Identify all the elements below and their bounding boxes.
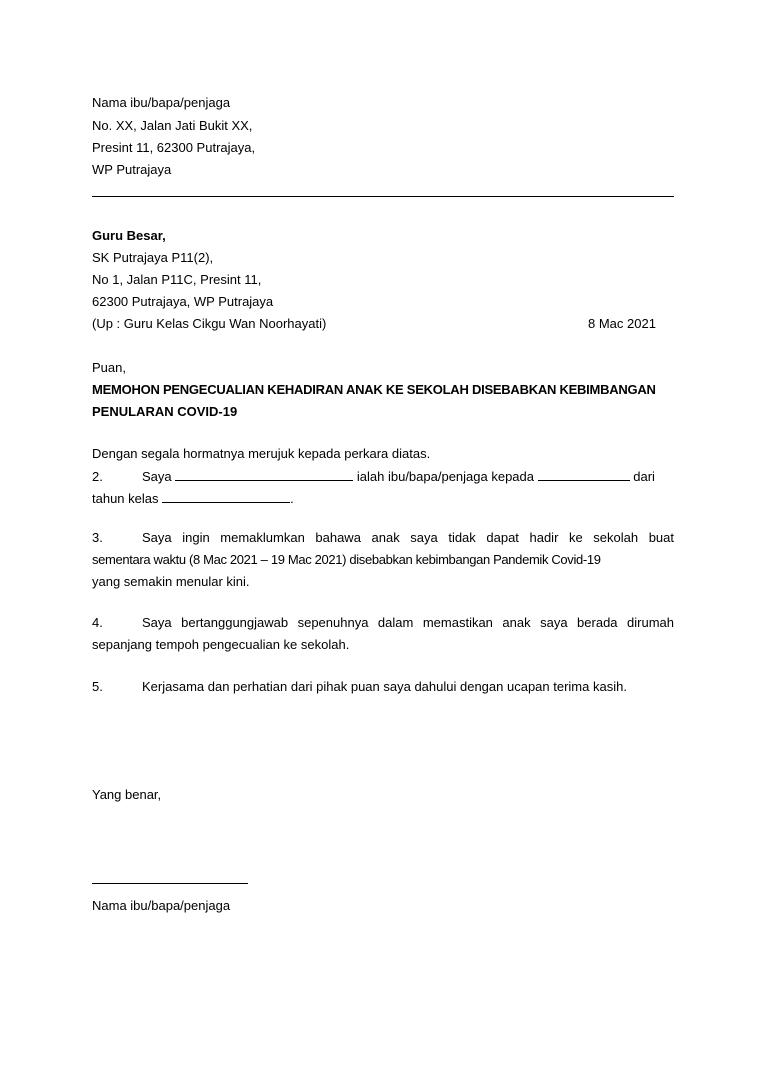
class-blank[interactable]: [162, 490, 290, 503]
paragraph-2-text-b: ialah ibu/bapa/penjaga kepada: [356, 469, 534, 484]
paragraph-4-line-1-text: Saya bertanggungjawab sepenuhnya dalam memastikan anak saya berada dirumah: [142, 615, 674, 630]
recipient-address-2: 62300 Putrajaya, WP Putrajaya: [92, 294, 274, 309]
recipient-school: SK Putrajaya P11(2),: [92, 250, 214, 265]
paragraph-5-number: 5.: [92, 679, 103, 694]
recipient-title: Guru Besar,: [92, 228, 166, 243]
child-name-blank[interactable]: [538, 468, 630, 481]
subject-line-2: PENULARAN COVID-19: [92, 404, 238, 419]
paragraph-3-line-2: sementara waktu (8 Mac 2021 – 19 Mac 2021) disebabkan kebimbangan Pandemik Covid-19: [92, 552, 601, 567]
sender-name: Nama ibu/bapa/penjaga: [92, 95, 231, 110]
intro-text: Dengan segala hormatnya merujuk kepada perkara diatas.: [92, 446, 431, 461]
paragraph-5-text: Kerjasama dan perhatian dari pihak puan saya dahului dengan ucapan terima kasih.: [142, 679, 627, 694]
paragraph-2-text-d: tahun kelas: [92, 491, 159, 506]
signature-name: Nama ibu/bapa/penjaga: [92, 898, 231, 913]
closing: Yang benar,: [92, 787, 162, 802]
recipient-address-1: No 1, Jalan P11C, Presint 11,: [92, 272, 262, 287]
sender-address-2: Presint 11, 62300 Putrajaya,: [92, 140, 256, 155]
paragraph-2-text-e: .: [290, 491, 294, 506]
paragraph-4: [92, 612, 674, 656]
sender-address-1: No. XX, Jalan Jati Bukit XX,: [92, 118, 253, 133]
paragraph-3-number: 3.: [92, 530, 103, 545]
paragraph-2-line-1: [92, 468, 674, 485]
header-divider: [92, 196, 674, 197]
signature-line: [92, 883, 248, 884]
paragraph-5: [92, 679, 627, 695]
recipient-attention: (Up : Guru Kelas Cikgu Wan Noorhayati): [92, 316, 327, 331]
name-blank[interactable]: [175, 468, 353, 481]
paragraph-4-number: 4.: [92, 615, 103, 630]
letter-date: 8 Mac 2021: [588, 316, 656, 331]
paragraph-4-line-1: [92, 612, 674, 634]
paragraph-3-line-3: yang semakin menular kini.: [92, 574, 250, 589]
paragraph-3: [92, 527, 674, 593]
paragraph-2-text-a: Saya: [142, 469, 172, 484]
paragraph-2-text-c: dari: [633, 469, 655, 484]
paragraph-2-number: 2.: [92, 469, 103, 484]
sender-address-3: WP Putrajaya: [92, 162, 172, 177]
subject-line-1: MEMOHON PENGECUALIAN KEHADIRAN ANAK KE SEKOLAH DISEBABKAN KEBIMBANGAN: [92, 382, 656, 397]
paragraph-2-line-2: [92, 490, 294, 507]
paragraph-3-line-1: [92, 527, 674, 549]
paragraph-3-line-1-text: Saya ingin memaklumkan bahawa anak saya tidak dapat hadir ke sekolah buat: [142, 530, 674, 545]
paragraph-4-line-2: sepanjang tempoh pengecualian ke sekolah.: [92, 637, 350, 652]
salutation: Puan,: [92, 360, 126, 375]
